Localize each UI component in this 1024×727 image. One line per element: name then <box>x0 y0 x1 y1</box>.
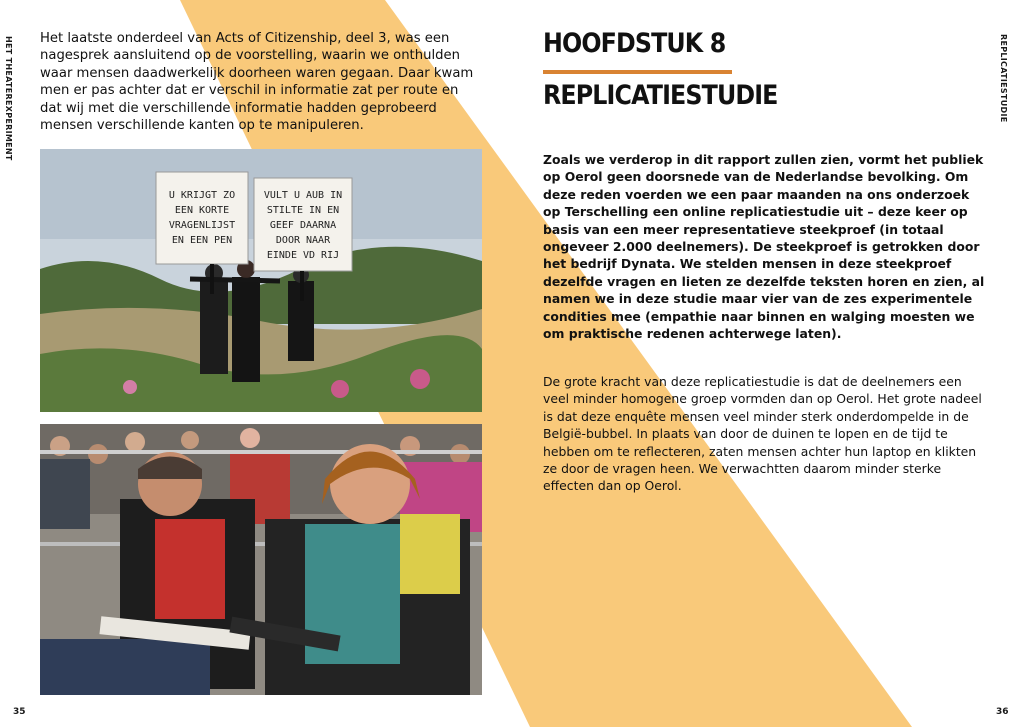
side-label-right: REPLICATIESTUDIE <box>999 34 1008 123</box>
intro-paragraph: Het laatste onderdeel van Acts of Citizenship, deel 3, was een nagesprek aansluitend op de voorstelling, waarin we onthulden waar mensen daadwerkelijk doorheen waren gegaan. Daar kwam men er pas achter dat er verschil in informatie zat per route en dat wij met die verschillende informatie hadden geprobeerd mensen verschillende kanten op te manipuleren. <box>40 31 474 134</box>
chapter-label: HOOFDSTUK 8 <box>543 28 726 59</box>
photo-audience-filling-questionnaires <box>40 424 482 695</box>
sign-left-line-4: EN EEN PEN <box>171 235 233 246</box>
body-paragraph: De grote kracht van deze replicatiestudie is dat de deelnemers een veel minder homogene groep vormden dan op Oerol. Het grote nadeel is dat deze enquête mensen veel minder sterk onderdompelde in de België-bubbel. In plaats van door de duinen te lopen en de tijd te hebben om te reflecteren, zaten mensen achter hun laptop en klikten ze door de vragen heen. We verwachtten daarom minder sterke effecten dan op Oerol. <box>543 374 982 494</box>
sign-right-line-2: STILTE IN EN <box>266 205 340 216</box>
sign-left-line-1: U KRIJGT ZO <box>168 190 236 201</box>
photo-performers-with-signs <box>40 149 482 412</box>
body-paragraph-bold: Zoals we verderop in dit rapport zullen zien, vormt het publiek op Oerol geen doorsnede van de Nederlandse bevolking. Om deze reden voerden we een paar maanden na ons onderzoek op Terschelling een online replicatiestudie uit – deze keer op basis van een meer representatieve steekproef (in totaal ongeveer 2.000 deelnemers). De steekproef is getrokken door het bedrijf Dynata. We stelden mensen in deze steekproef dezelfde vragen en lieten ze dezelfde teksten horen en zien, al namen we in deze studie maar vier van de zes experimentele condities mee (empathie naar binnen en walging moesten we om praktische redenen achterwege laten). <box>543 152 985 342</box>
sign-right-line-3: GEEF DAARNA <box>269 220 337 231</box>
sign-left-line-2: EEN KORTE <box>174 205 230 216</box>
sign-right-line-5: EINDE VD RIJ <box>266 250 340 261</box>
chapter-title: REPLICATIESTUDIE <box>543 80 778 111</box>
chapter-rule <box>543 70 732 74</box>
page-number-left: 35 <box>13 707 26 717</box>
sign-right-line-4: DOOR NAAR <box>275 235 331 246</box>
sign-left-line-3: VRAGENLIJST <box>168 220 236 231</box>
side-label-left: HET THEATEREXPERIMENT <box>4 36 13 161</box>
page-number-right: 36 <box>996 707 1009 717</box>
sign-right-line-1: VULT U AUB IN <box>263 190 343 201</box>
